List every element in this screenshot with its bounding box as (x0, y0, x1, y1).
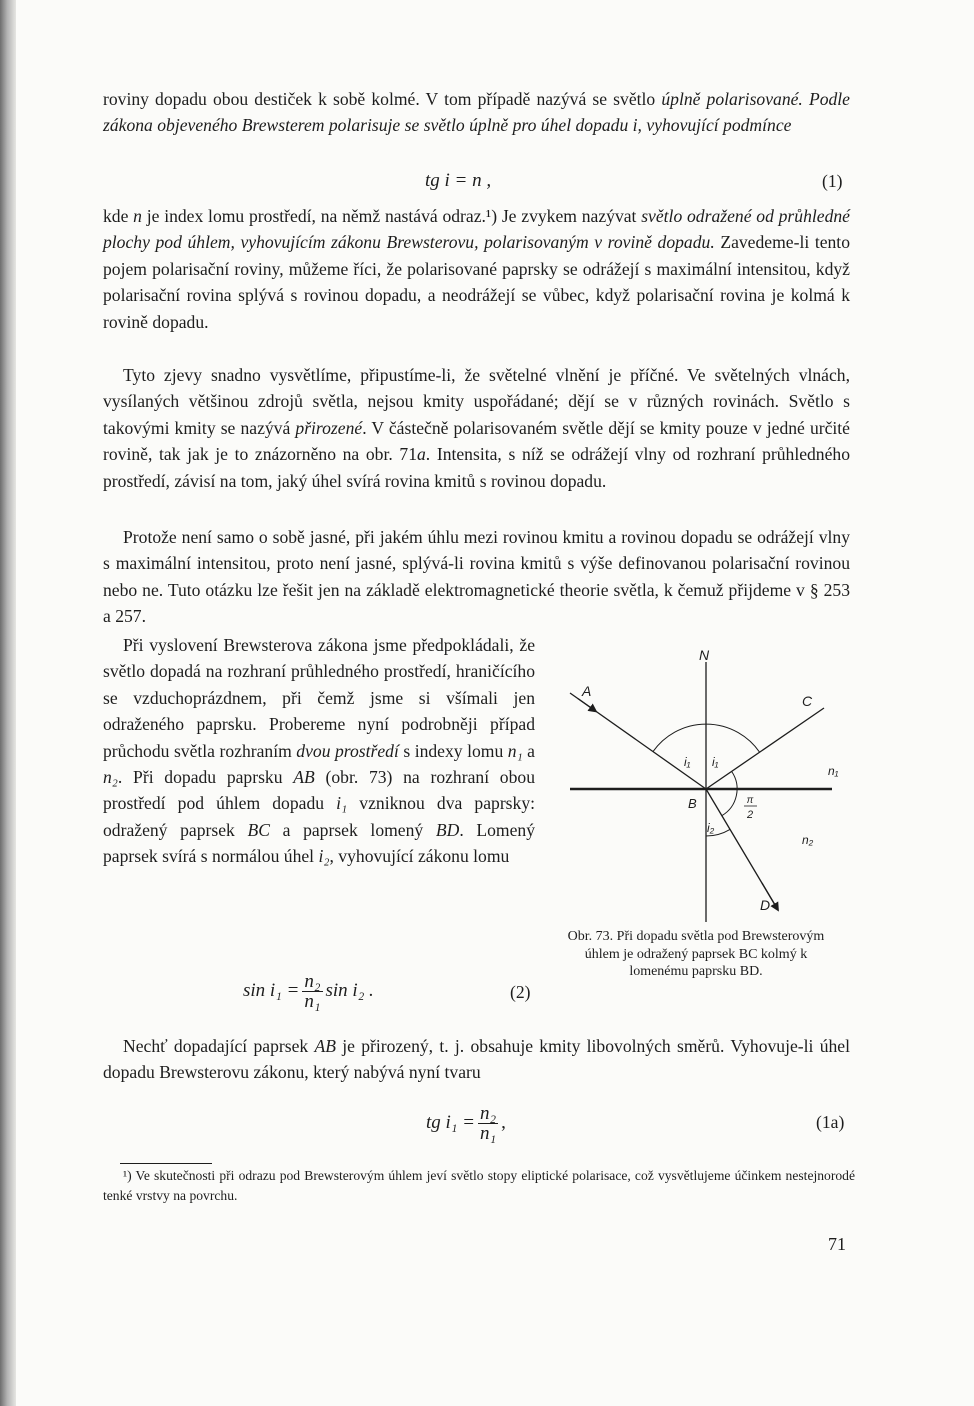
label-pi-den: 2 (746, 809, 754, 821)
label-n1: n₁ (828, 764, 839, 778)
label-i1-right: i₁ (712, 755, 719, 769)
label-i1-left: i₁ (684, 755, 691, 769)
equation-2: sin i₁ = $\frac{\text{n₂}}{\text{n₁}}$ sin i₂ . (243, 971, 374, 1012)
equation-3-fraction: $\frac{\text{n₂}}{\text{n₁}}$ (479, 1103, 497, 1144)
label-B: B (688, 796, 697, 811)
figure-73-diagram (566, 640, 839, 930)
label-A: A (582, 683, 592, 699)
paragraph-1: roviny dopadu obou destiček k sobě kolmé. V tom případě nazývá se světlo úplně polarisované. Podle zákona objeveného Brewsterem polarisuje se světlo úplně pro úhel dopadu i, vyhovující podmínce (103, 89, 850, 136)
footnote: ¹) Ve skutečnosti při odrazu pod Brewsterovým úhlem jeví světlo stopy eliptické polarisace, což vysvětlujeme účinkem nestejnorodé tenké vrstvy na povrchu. (103, 1168, 855, 1203)
equation-2-fraction: $\frac{\text{n₂}}{\text{n₁}}$ (304, 971, 321, 1012)
equation-3: tg i₁ = $\frac{\text{n₂}}{\text{n₁}}$ , (426, 1103, 506, 1144)
equation-3-number: (1a) (816, 1112, 845, 1132)
paragraph-3: Tyto zjevy snadno vysvětlíme, připustíme-li, že světelné vlnění je příčné. Ve světelných vlnách, vysílaných většinou zdrojů světla, nejsou kmity uspořádané; dějí se v různých rovinách. Světlo s takovými kmity se nazývá přirozené. V částečně polarisovaném světle dějí se kmity pouze v jedné určité rovině, tak jak je to znázorněno na obr. 71a. Intensita, s níž se odrážejí vlny od rozhraní průhledného prostředí, závisí na tom, jaký úhel svírá rovina kmitů s rovinou dopadu. (103, 365, 851, 491)
label-N: N (699, 647, 710, 663)
figure-caption: Obr. 73. Při dopadu světla pod Brewsterovým úhlem je odražený paprsek BC kolmý k lomenému paprsku BD. (567, 929, 825, 980)
label-C: C (802, 693, 813, 709)
paragraph-4: Protože není samo o sobě jasné, při jakém úhlu mezi rovinou kmitu a rovinou dopadu se odrážejí vlny s maximální intensitou, proto není jasné, splývá-li rovina kmitů s výše definovanou polarisační rovinou nebo ne. Tuto otázku lze řešit jen na základě elektromagnetické theorie světla, k čemuž přijdeme v § 253 a 257. (103, 527, 850, 627)
equation-1-number: (1) (822, 171, 843, 191)
label-pi: π (746, 795, 754, 806)
equation-1: tg i = n , (425, 170, 492, 191)
angle-arc-right (722, 771, 737, 815)
equation-2-number: (2) (510, 982, 531, 1002)
label-n2: n₂ (802, 833, 814, 847)
reflected-ray (706, 708, 824, 789)
paragraph-5: Při vyslovení Brewsterova zákona jsme předpokládali, že světlo dopadá na rozhraní průhledného prostředí, hraničícího se vzduchoprázdnem, při čemž jsme si všímali jen odraženého paprsku. Probereme nyní podrobněji případ průchodu světla rozhraním dvou prostředí s indexy lomu n₁ a n₂. Při dopadu paprsku AB (obr. 73) na rozhraní obou prostředí pod úhlem dopadu i₁ vzniknou dva paprsky: odražený paprsek BC a paprsek lomený BD. Lomený paprsek svírá s normálou úhel i₂, vyhovující zákonu lomu (103, 635, 536, 867)
label-D: D (760, 897, 771, 913)
paragraph-2: kde n je index lomu prostředí, na němž nastává odraz.¹) Je zvykem nazývat světlo odražené od průhledné plochy pod úhlem, vyhovujícím zákonu Brewsterovu, polarisovaným v rovině dopadu. Zavedeme-li tento pojem polarisační roviny, můžeme říci, že polarisované paprsky se odrážejí s maximální intensitou, když polarisační rovina splývá s rovinou dopadu, a neodrážejí se vůbec, když polarisační rovina je kolmá k rovině dopadu. (103, 206, 850, 332)
paragraph-6: Nechť dopadající paprsek AB je přirozený, t. j. obsahuje kmity libovolných směrů. Vyhovuje-li úhel dopadu Brewsterovu zákonu, který nabývá nyní tvaru (103, 1036, 850, 1083)
incident-ray-arrow (578, 699, 596, 712)
page-number: 71 (828, 1234, 846, 1254)
footnote-rule (120, 1163, 212, 1164)
label-i2: i₂ (707, 821, 715, 835)
